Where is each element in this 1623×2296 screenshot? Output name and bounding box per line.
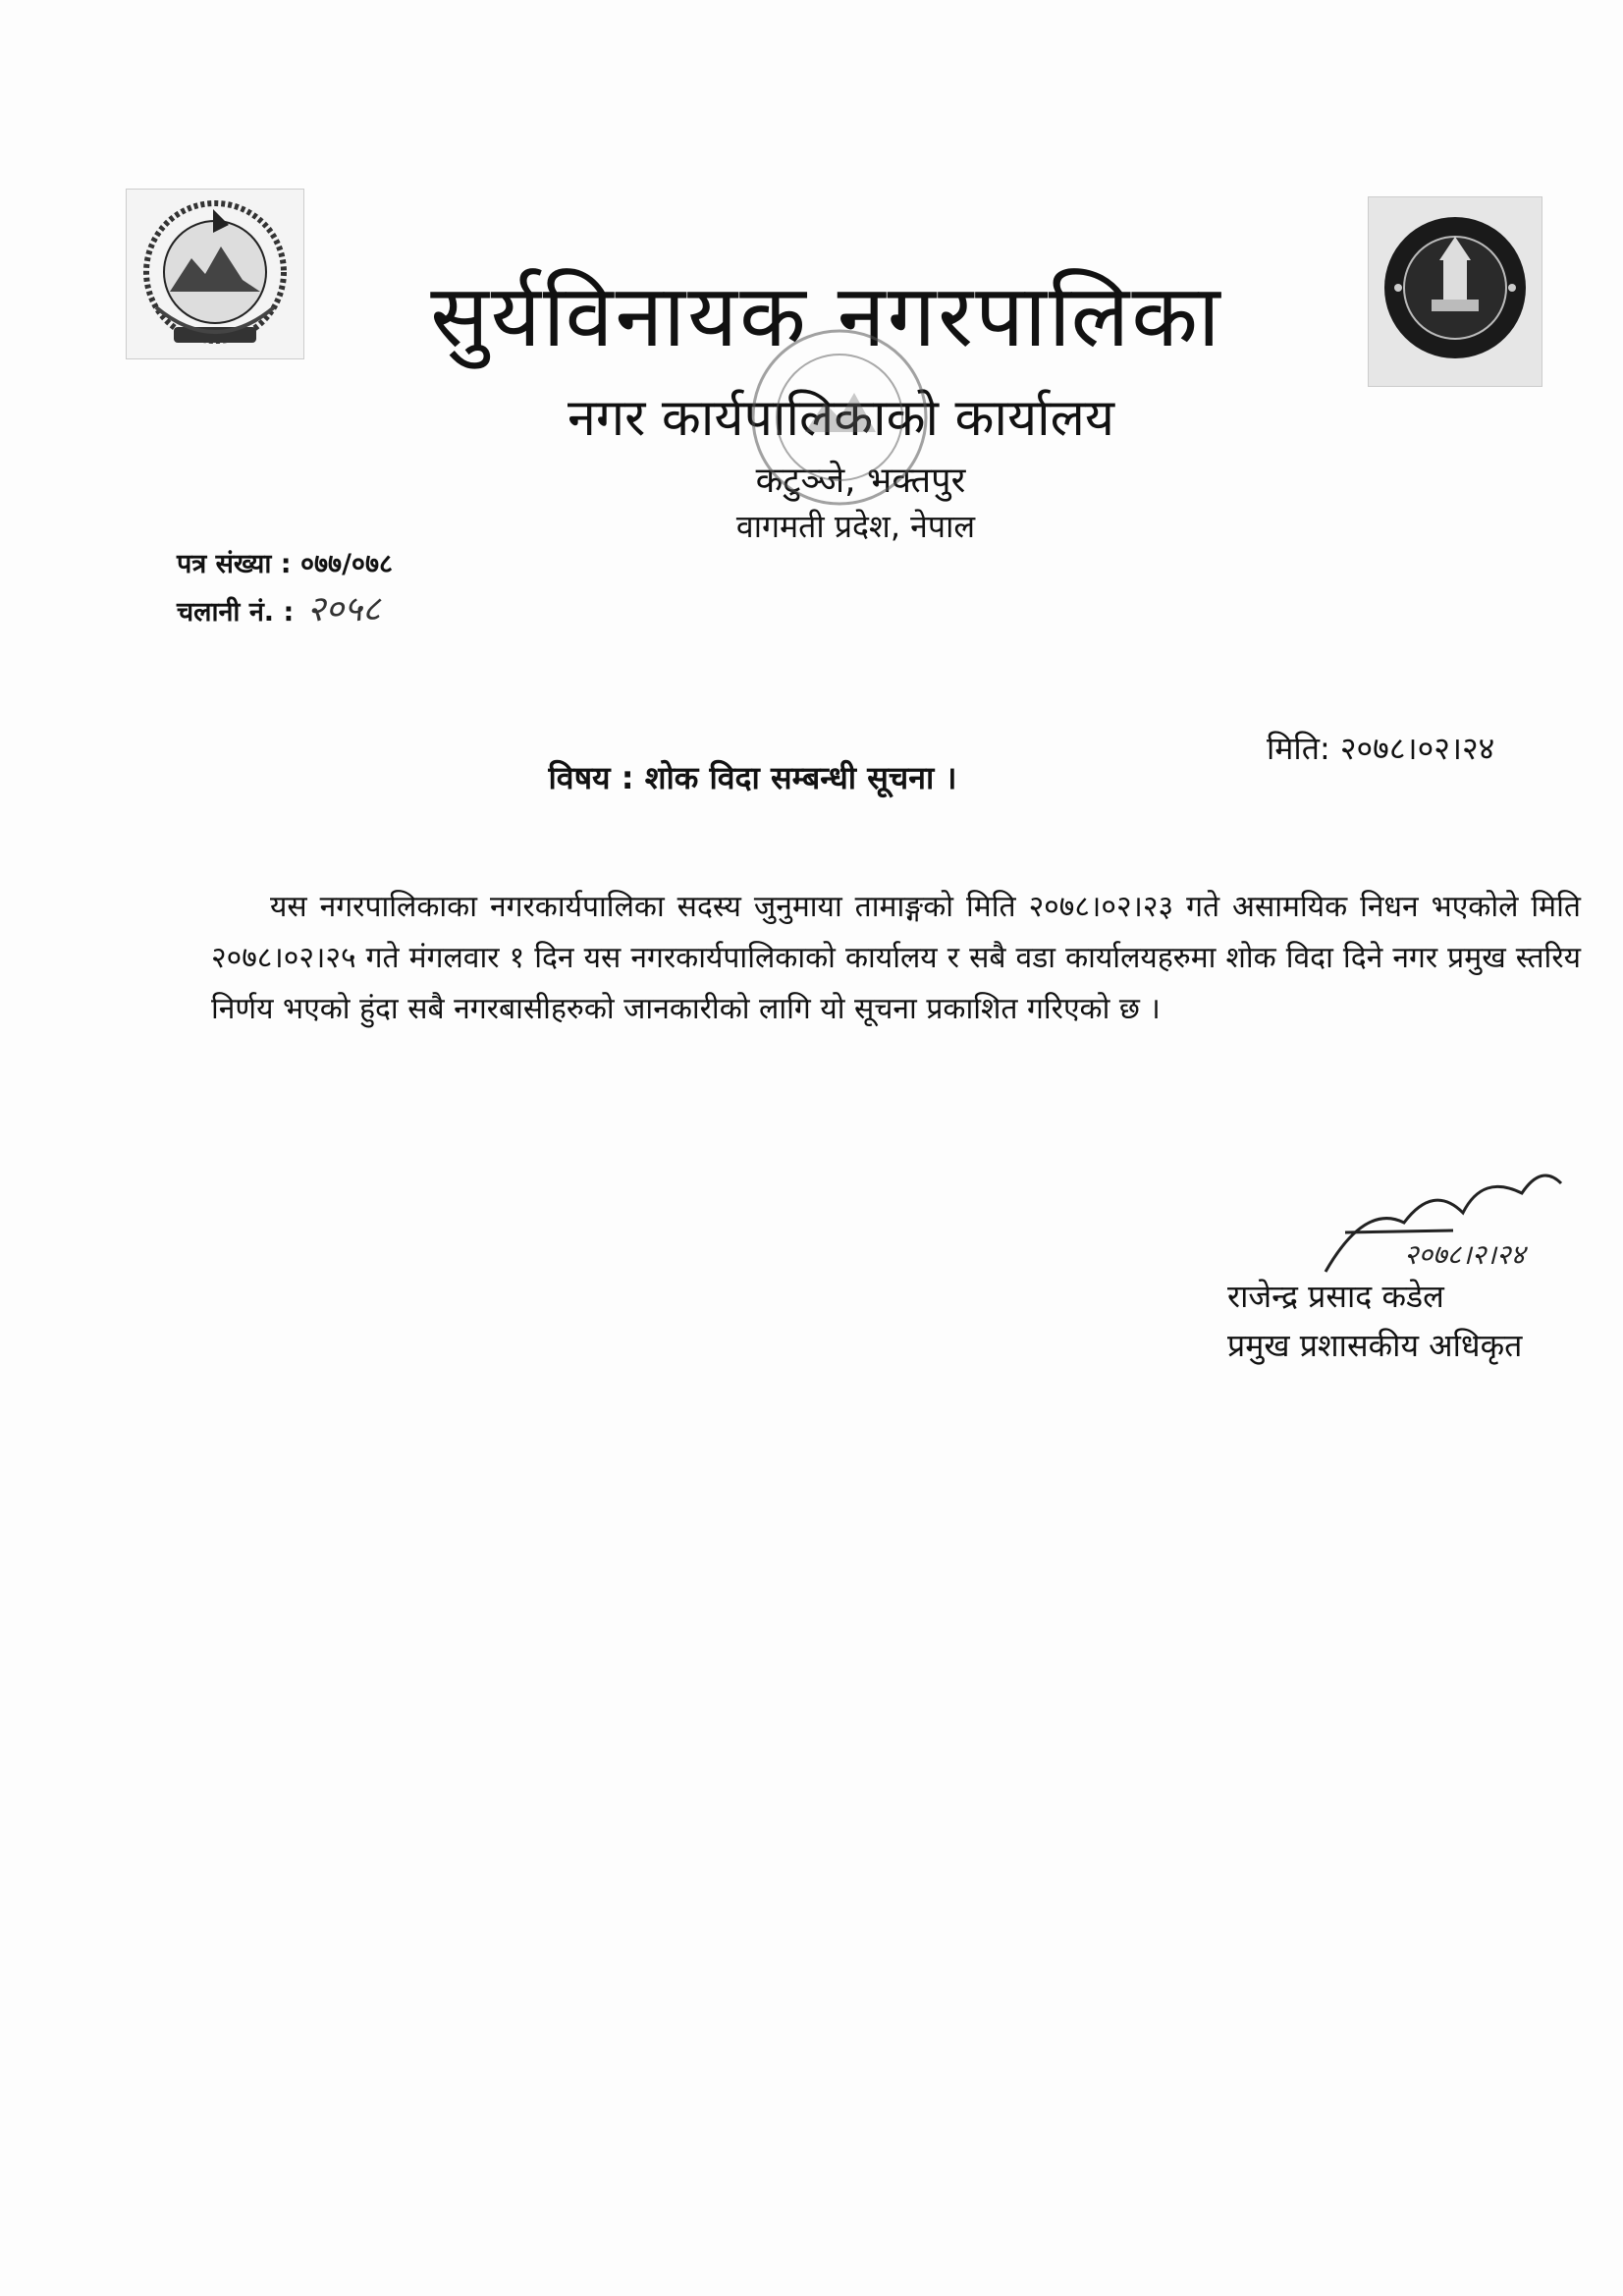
office-seal-stamp — [746, 324, 933, 511]
notice-date: मिति: २०७८।०२।२४ — [1267, 730, 1495, 767]
office-name: नगर कार्यपालिकाको कार्यालय — [567, 389, 1114, 448]
dispatch-number — [177, 583, 381, 631]
notice-subject: विषय : शोक विदा सम्बन्धी सूचना । — [548, 759, 957, 796]
page-title: सुर्यविनायक नगरपालिका — [430, 265, 1222, 366]
address-line-2: वागमती प्रदेश, नेपाल — [735, 508, 976, 545]
signature-date: २०७८।२।२४ — [1404, 1238, 1526, 1271]
signatory-title: प्रमुख प्रशासकीय अधिकृत — [1227, 1327, 1523, 1364]
dispatch-number-label: चलानी नं. : — [177, 597, 295, 628]
dispatch-number-value: २०५८ — [306, 589, 381, 629]
letter-number-value: ०७७/०७८ — [299, 549, 394, 579]
address-line-1: कटुञ्जे, भक्तपुर — [755, 461, 966, 501]
body-paragraph: यस नगरपालिकाका नगरकार्यपालिका सदस्य जुनुमाया तामाङ्गको मिति २०७८।०२।२३ गते असामयिक निधन भएकोले मिति २०७८।०२।२५ गते मंगलवार १ दिन यस नगरकार्यपालिकाको कार्यालय र सबै वडा कार्यालयहरुमा शोक विदा दिने नगर प्रमुख स्तरिय निर्णय भएको हुंदा सबै नगरबासीहरुको जानकारीको लागि यो सूचना प्रकाशित गरिएको छ । — [211, 890, 1581, 1026]
letter-number — [177, 544, 393, 580]
handwritten-signature — [1306, 1164, 1600, 1282]
letter-number-label: पत्र संख्या : — [177, 549, 292, 579]
notice-body — [211, 882, 1581, 1035]
signatory-name: राजेन्द्र प्रसाद कडेल — [1227, 1278, 1444, 1315]
